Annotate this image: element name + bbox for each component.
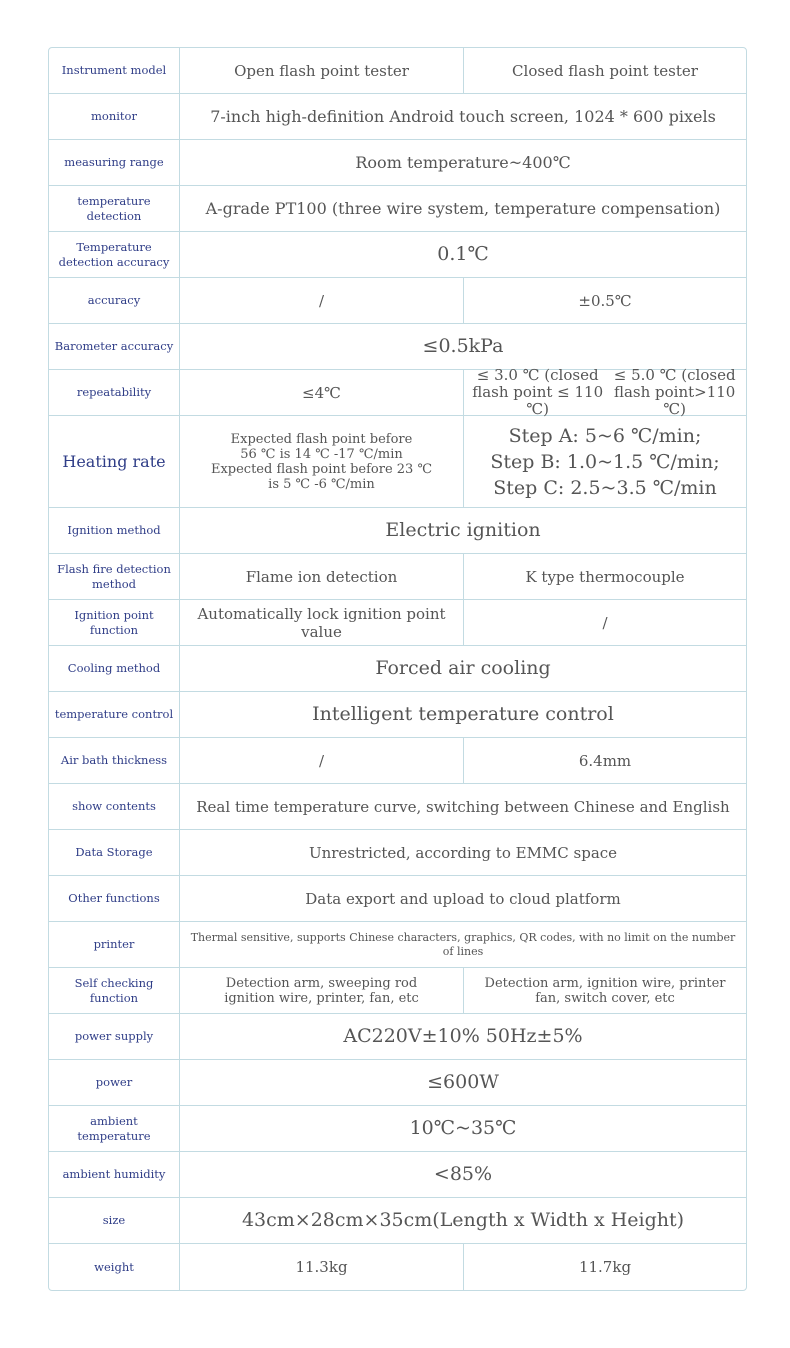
open-tester-value: ≤4℃ [180,370,464,415]
value-line: ignition wire, printer, fan, etc [224,990,419,1006]
row-label: Barometer accuracy [49,324,180,369]
row-label: ambient humidity [49,1152,180,1197]
table-row [49,186,746,232]
table-row [49,278,746,324]
open-tester-value: Open flash point tester [180,48,464,93]
table-row [49,1152,746,1198]
row-label: Instrument model [49,48,180,93]
row-value: 10℃~35℃ [409,1117,517,1139]
row-value: Real time temperature curve, switching between Chinese and English [196,797,730,816]
open-tester-value: / [180,738,464,783]
row-label: power supply [49,1014,180,1059]
row-label: ambient temperature [49,1106,180,1151]
row-label: show contents [49,784,180,829]
row-value: Data export and upload to cloud platform [305,889,621,908]
row-label: temperature control [49,692,180,737]
row-label: measuring range [49,140,180,185]
table-row [49,646,746,692]
row-value: 43cm×28cm×35cm(Length x Width x Height) [241,1209,685,1231]
table-row [49,692,746,738]
table-row [49,140,746,186]
value-line: Step C: 2.5~3.5 ℃/min [493,476,717,499]
open-tester-value: Automatically lock ignition point value [180,600,464,645]
row-value: 0.1℃ [437,243,489,265]
table-row [49,968,746,1014]
closed-tester-value [464,366,746,418]
table-row [49,876,746,922]
closed-tester-value: ±0.5℃ [578,291,632,310]
value-line: is 5 ℃ -6 ℃/min [268,476,375,492]
row-value: ≤0.5kPa [422,335,504,357]
row-label: accuracy [49,278,180,323]
table-row [49,784,746,830]
table-row [49,366,746,418]
row-value: Intelligent temperature control [312,703,614,725]
row-label: repeatability [49,370,180,415]
table-row [49,232,746,278]
open-tester-value [180,968,464,1013]
table-row [49,554,746,600]
table-row [49,508,746,554]
row-label: size [49,1198,180,1243]
row-label: Flash fire detection method [49,554,180,599]
table-row [49,1244,746,1290]
open-tester-value: / [180,278,464,323]
table-row [49,830,746,876]
row-value: Electric ignition [385,519,541,541]
row-label: Ignition method [49,508,180,553]
table-row [49,1060,746,1106]
table-row [49,48,746,94]
value-line: fan, switch cover, etc [535,990,675,1006]
value-line: Detection arm, ignition wire, printer [484,975,726,991]
value-line: Expected flash point before 23 ℃ [210,461,433,477]
row-label: monitor [49,94,180,139]
row-value: 7-inch high-definition Android touch screen, 1024 * 600 pixels [210,107,716,126]
row-label: Other functions [49,876,180,921]
closed-tester-value: / [602,613,608,632]
row-label: power [49,1060,180,1105]
closed-tester-value: 6.4mm [578,751,632,770]
table-row [49,94,746,140]
row-label: Self checking function [49,968,180,1013]
value-line: 56 ℃ is 14 ℃ -17 ℃/min [240,446,403,462]
row-value: ≤600W [427,1071,499,1093]
closed-tester-value: Closed flash point tester [512,61,698,80]
row-label: weight [49,1244,180,1290]
closed-tester-value: 11.7kg [578,1258,632,1276]
closed-tester-value [464,968,746,1013]
row-label: Temperature detection accuracy [49,232,180,277]
row-label: Data Storage [49,830,180,875]
row-label: Air bath thickness [49,738,180,783]
row-value: Room temperature~400℃ [355,153,571,172]
row-label: printer [49,922,180,967]
row-value: Thermal sensitive, supports Chinese characters, graphics, QR codes, with no limit on the number of lines [190,930,736,958]
row-value: <85% [433,1163,493,1185]
value-line: ≤ 3.0 ℃ (closed flash point ≤ 110 ℃) [472,366,604,418]
value-line: Step A: 5~6 ℃/min; [508,424,702,447]
row-value: AC220V±10% 50Hz±5% [343,1025,583,1047]
table-row [49,600,746,646]
table-row [49,416,746,508]
closed-tester-value [464,416,746,507]
table-row [49,738,746,784]
table-row [49,1198,746,1244]
row-label: Cooling method [49,646,180,691]
table-row [49,922,746,968]
open-tester-value: 11.3kg [180,1244,464,1290]
row-label: temperature detection [49,186,180,231]
row-label: Ignition point function [49,600,180,645]
row-value: A-grade PT100 (three wire system, temperature compensation) [205,199,721,218]
closed-tester-value: K type thermocouple [525,567,685,586]
table-row [49,1014,746,1060]
open-tester-value [180,416,464,507]
value-line: Detection arm, sweeping rod [225,975,418,991]
row-label: Heating rate [49,416,180,507]
value-line: ≤ 5.0 ℃ (closed flash point>110 ℃) [613,366,736,418]
table-row [49,1106,746,1152]
open-tester-value: Flame ion detection [180,554,464,599]
row-value: Unrestricted, according to EMMC space [308,843,618,862]
table-row [49,324,746,370]
value-line: Expected flash point before [230,431,413,447]
value-line: Step B: 1.0~1.5 ℃/min; [490,450,720,473]
specification-table [48,47,747,1291]
row-value: Forced air cooling [375,657,551,679]
